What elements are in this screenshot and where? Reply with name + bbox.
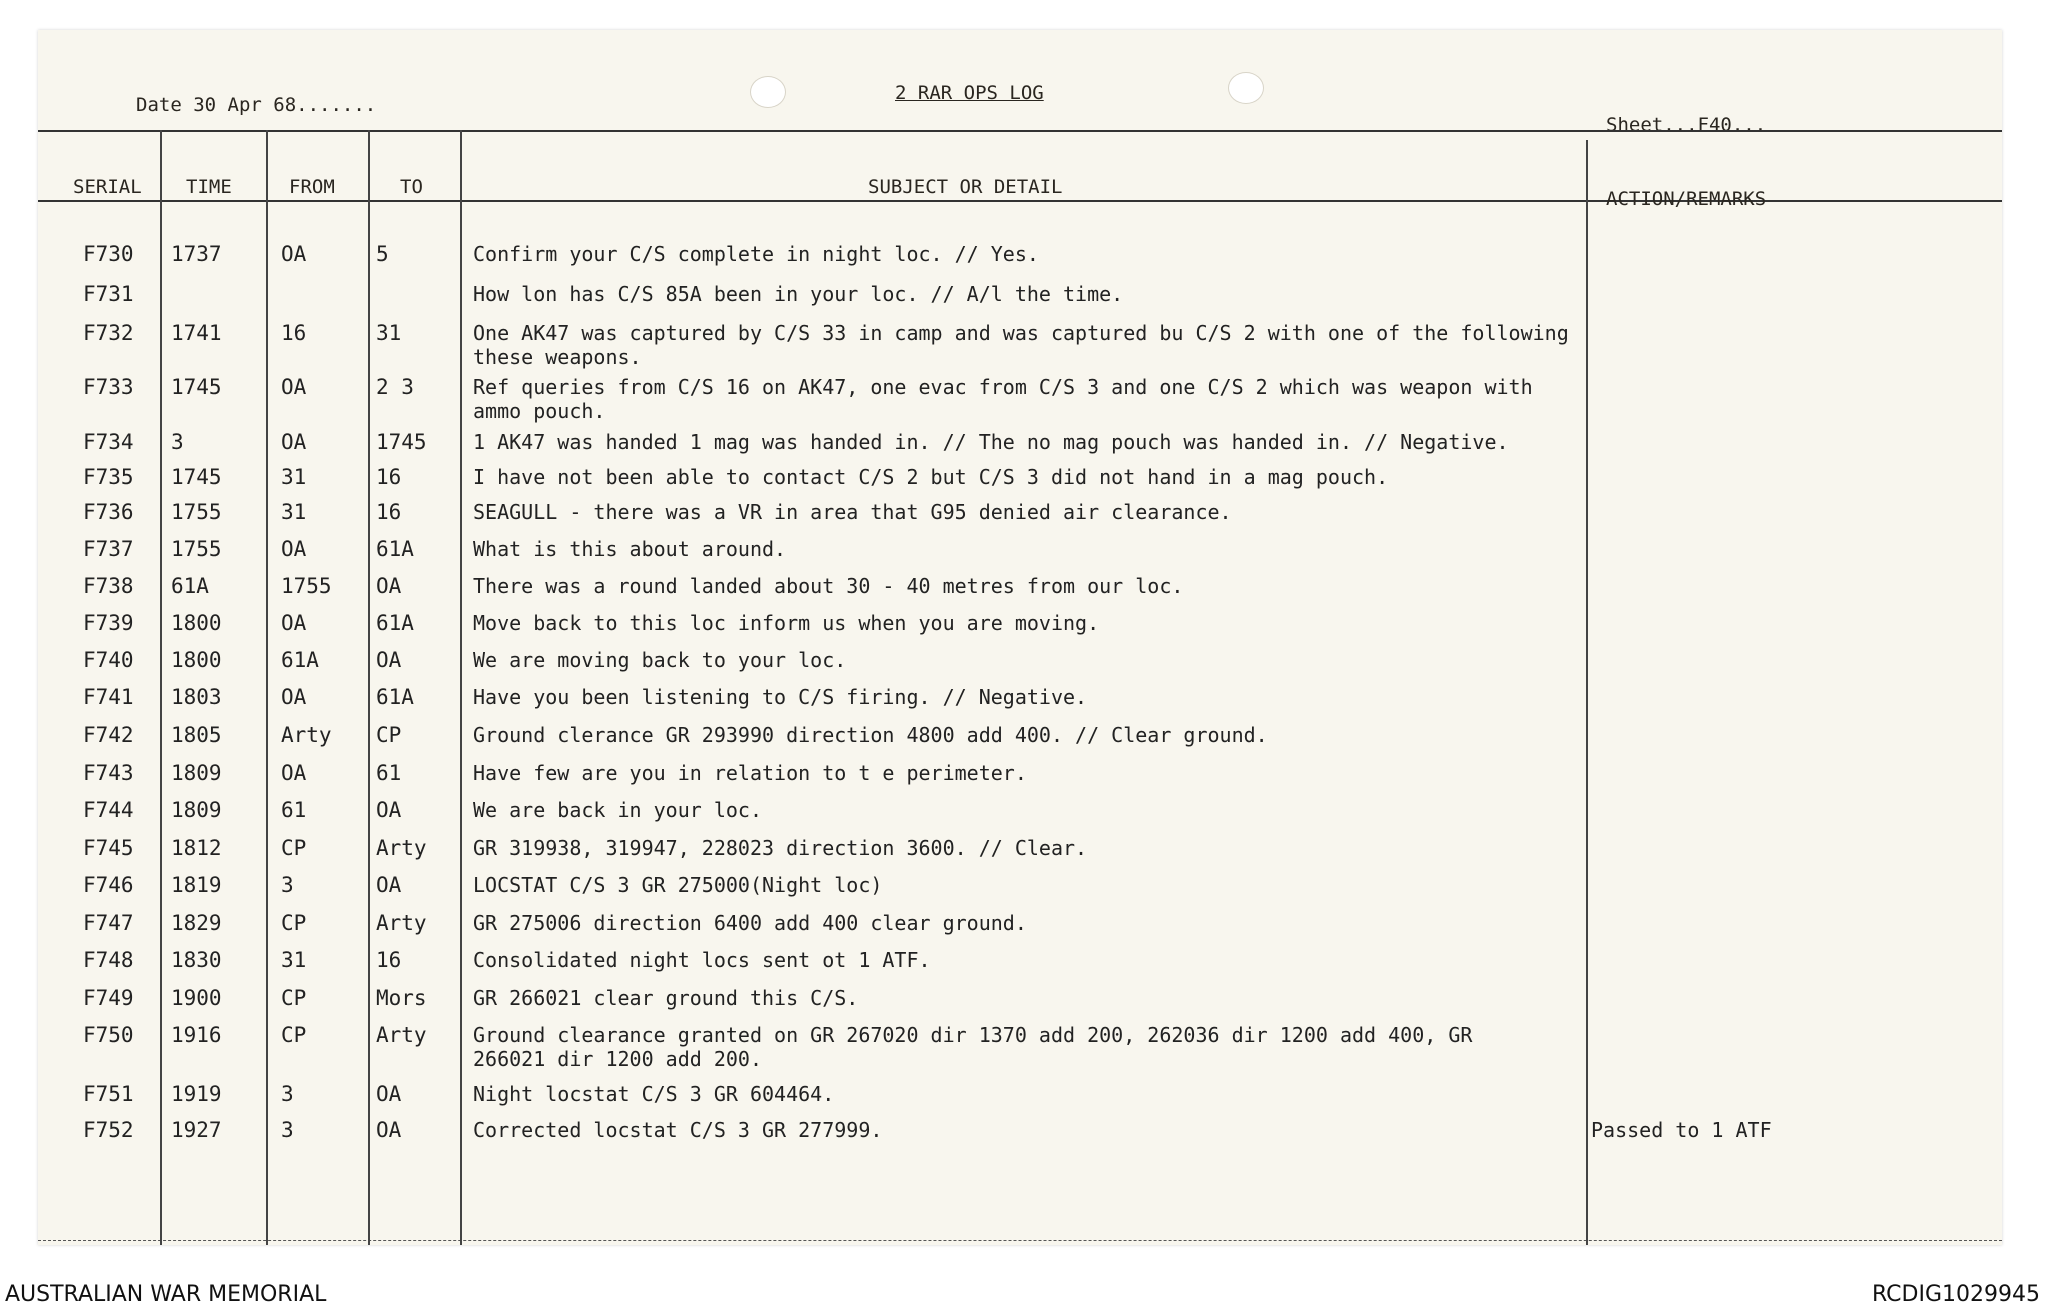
entry-detail: What is this about around. (473, 537, 787, 561)
page-title: 2 RAR OPS LOG (895, 82, 1044, 104)
log-entry-row (38, 500, 2002, 530)
punch-hole-left (750, 76, 786, 108)
entry-to: 2 3 (376, 375, 414, 399)
entry-serial: F742 (83, 723, 134, 747)
entry-serial: F748 (83, 948, 134, 972)
entry-from: OA (281, 430, 307, 454)
log-entry-row (38, 282, 2002, 312)
sheet-label: Sheet... (1606, 114, 1698, 136)
entry-serial: F752 (83, 1118, 134, 1142)
log-entry-row (38, 242, 2002, 272)
entry-serial: F740 (83, 648, 134, 672)
entry-to: Arty (376, 1023, 427, 1047)
entry-time: 1741 (171, 321, 222, 345)
date-value: 30 Apr 68 (193, 94, 297, 116)
entry-serial: F731 (83, 282, 134, 306)
entry-from: OA (281, 242, 307, 266)
entry-to: 61A (376, 611, 414, 635)
entry-to: CP (376, 723, 402, 747)
entry-detail: Corrected locstat C/S 3 GR 277999. (473, 1118, 883, 1142)
entry-remarks: Passed to 1 ATF (1591, 1118, 1772, 1142)
entry-detail: LOCSTAT C/S 3 GR 275000(Night loc) (473, 873, 883, 897)
log-entry-row (38, 1118, 2002, 1148)
log-entry-row (38, 321, 2002, 369)
entry-serial: F730 (83, 242, 134, 266)
log-entry-row (38, 911, 2002, 941)
entry-serial: F735 (83, 465, 134, 489)
entry-detail: Ground clerance GR 293990 direction 4800 add 400. // Clear ground. (473, 723, 1268, 747)
entry-to: OA (376, 648, 402, 672)
table-top-rule (38, 130, 2002, 132)
date-label: Date (136, 94, 182, 116)
entry-time: 1812 (171, 836, 222, 860)
entry-detail: One AK47 was captured by C/S 33 in camp and was captured bu C/S 2 with one of the following these weapons. (473, 321, 1569, 369)
log-entry-row (38, 723, 2002, 753)
entry-serial: F739 (83, 611, 134, 635)
entry-serial: F745 (83, 836, 134, 860)
entry-from: OA (281, 761, 307, 785)
entry-to: OA (376, 1118, 402, 1142)
entry-detail: Have you been listening to C/S firing. // Negative. (473, 685, 1088, 709)
entry-detail: Night locstat C/S 3 GR 604464. (473, 1082, 835, 1106)
entry-detail: 1 AK47 was handed 1 mag was handed in. // The no mag pouch was handed in. // Negative. (473, 430, 1509, 454)
entry-detail: How lon has C/S 85A been in your loc. // A/l the time. (473, 282, 1124, 306)
entry-to: 61A (376, 685, 414, 709)
log-entry-row (38, 611, 2002, 641)
entry-from: 1755 (281, 574, 332, 598)
punch-hole-right (1228, 72, 1264, 104)
entry-detail: GR 319938, 319947, 228023 direction 3600. // Clear. (473, 836, 1088, 860)
entry-time: 3 (171, 430, 184, 454)
entry-to: Arty (376, 836, 427, 860)
date-dots: ....... (296, 94, 377, 116)
entry-serial: F746 (83, 873, 134, 897)
entry-from: OA (281, 537, 307, 561)
log-entry-row (38, 761, 2002, 791)
entry-time: 1745 (171, 465, 222, 489)
log-sheet (38, 30, 2002, 1245)
entry-to: 16 (376, 948, 402, 972)
entry-to: 61A (376, 537, 414, 561)
header-subject: SUBJECT OR DETAIL (868, 176, 1063, 198)
entry-serial: F751 (83, 1082, 134, 1106)
entry-to: 61 (376, 761, 402, 785)
sheet-dots: ... (1731, 114, 1767, 136)
entry-serial: F738 (83, 574, 134, 598)
entry-serial: F741 (83, 685, 134, 709)
header-serial: SERIAL (73, 176, 142, 198)
entry-from: OA (281, 375, 307, 399)
entry-serial: F732 (83, 321, 134, 345)
log-entry-row (38, 836, 2002, 866)
log-entry-row (38, 375, 2002, 423)
entry-serial: F737 (83, 537, 134, 561)
entry-detail: Ref queries from C/S 16 on AK47, one evac from C/S 3 and one C/S 2 which was weapon with ammo pouch. (473, 375, 1533, 423)
entry-detail: We are back in your loc. (473, 798, 762, 822)
entry-detail: There was a round landed about 30 - 40 metres from our loc. (473, 574, 1184, 598)
entry-time: 1830 (171, 948, 222, 972)
entry-time: 1900 (171, 986, 222, 1010)
entry-to: 16 (376, 500, 402, 524)
entry-from: 3 (281, 1082, 294, 1106)
header-to: TO (400, 176, 423, 198)
entry-to: OA (376, 574, 402, 598)
entry-from: 61 (281, 798, 307, 822)
date-line (136, 94, 376, 116)
entry-serial: F744 (83, 798, 134, 822)
entry-from: 31 (281, 500, 307, 524)
entry-detail: Ground clearance granted on GR 267020 dir 1370 add 200, 262036 dir 1200 add 400, GR 266021 dir 1200 add 200. (473, 1023, 1473, 1071)
sheet-value: F40 (1697, 114, 1732, 136)
entry-detail: Move back to this loc inform us when you are moving. (473, 611, 1100, 635)
log-entry-row (38, 430, 2002, 460)
entry-from: Arty (281, 723, 332, 747)
entry-time: 1927 (171, 1118, 222, 1142)
entry-from: 61A (281, 648, 319, 672)
entry-to: OA (376, 798, 402, 822)
log-entry-row (38, 648, 2002, 678)
entry-serial: F749 (83, 986, 134, 1010)
log-entry-row (38, 948, 2002, 978)
entry-time: 1800 (171, 611, 222, 635)
entry-time: 1800 (171, 648, 222, 672)
entry-detail: We are moving back to your loc. (473, 648, 847, 672)
entry-to: 1745 (376, 430, 427, 454)
log-entry-row (38, 873, 2002, 903)
entry-to: Arty (376, 911, 427, 935)
entry-to: OA (376, 1082, 402, 1106)
entry-from: CP (281, 836, 307, 860)
log-entry-row (38, 986, 2002, 1016)
entry-time: 1809 (171, 761, 222, 785)
entry-to: 5 (376, 242, 389, 266)
entry-from: CP (281, 986, 307, 1010)
footer-right: RCDIG1029945 (1871, 1282, 2040, 1307)
entry-to: 31 (376, 321, 402, 345)
entry-from: CP (281, 911, 307, 935)
entry-to: Mors (376, 986, 427, 1010)
entry-detail: Confirm your C/S complete in night loc. // Yes. (473, 242, 1039, 266)
log-entry-row (38, 685, 2002, 715)
entry-time: 1737 (171, 242, 222, 266)
entry-from: 3 (281, 873, 294, 897)
header-remarks: ACTION/REMARKS (1606, 188, 1767, 210)
sheet-line (1606, 114, 1766, 136)
entry-from: CP (281, 1023, 307, 1047)
entry-detail: I have not been able to contact C/S 2 but C/S 3 did not hand in a mag pouch. (473, 465, 1389, 489)
entry-to: OA (376, 873, 402, 897)
entry-time: 1745 (171, 375, 222, 399)
log-entry-row (38, 1082, 2002, 1112)
entry-detail: SEAGULL - there was a VR in area that G95 denied air clearance. (473, 500, 1232, 524)
entry-detail: Have few are you in relation to t e perimeter. (473, 761, 1027, 785)
entry-from: 31 (281, 465, 307, 489)
entry-detail: GR 275006 direction 6400 add 400 clear ground. (473, 911, 1027, 935)
entry-detail: Consolidated night locs sent ot 1 ATF. (473, 948, 931, 972)
table-bottom-rule (38, 1240, 2002, 1241)
entry-serial: F733 (83, 375, 134, 399)
log-entry-row (38, 574, 2002, 604)
entry-time: 1919 (171, 1082, 222, 1106)
entry-time: 61A (171, 574, 209, 598)
entry-from: OA (281, 685, 307, 709)
entry-time: 1829 (171, 911, 222, 935)
footer-left: AUSTRALIAN WAR MEMORIAL (5, 1282, 327, 1307)
entry-time: 1809 (171, 798, 222, 822)
header-from: FROM (289, 176, 335, 198)
entry-from: 3 (281, 1118, 294, 1142)
log-entry-row (38, 798, 2002, 828)
entry-detail: GR 266021 clear ground this C/S. (473, 986, 859, 1010)
entry-serial: F743 (83, 761, 134, 785)
entry-time: 1916 (171, 1023, 222, 1047)
entry-serial: F736 (83, 500, 134, 524)
entry-time: 1805 (171, 723, 222, 747)
entry-from: 16 (281, 321, 307, 345)
entry-time: 1819 (171, 873, 222, 897)
entry-to: 16 (376, 465, 402, 489)
entry-time: 1755 (171, 500, 222, 524)
entry-from: OA (281, 611, 307, 635)
entry-serial: F750 (83, 1023, 134, 1047)
log-entry-row (38, 537, 2002, 567)
log-entry-row (38, 1023, 2002, 1071)
entry-serial: F747 (83, 911, 134, 935)
entry-serial: F734 (83, 430, 134, 454)
header-time: TIME (186, 176, 232, 198)
entry-from: 31 (281, 948, 307, 972)
log-entry-row (38, 465, 2002, 495)
entry-time: 1803 (171, 685, 222, 709)
entry-time: 1755 (171, 537, 222, 561)
